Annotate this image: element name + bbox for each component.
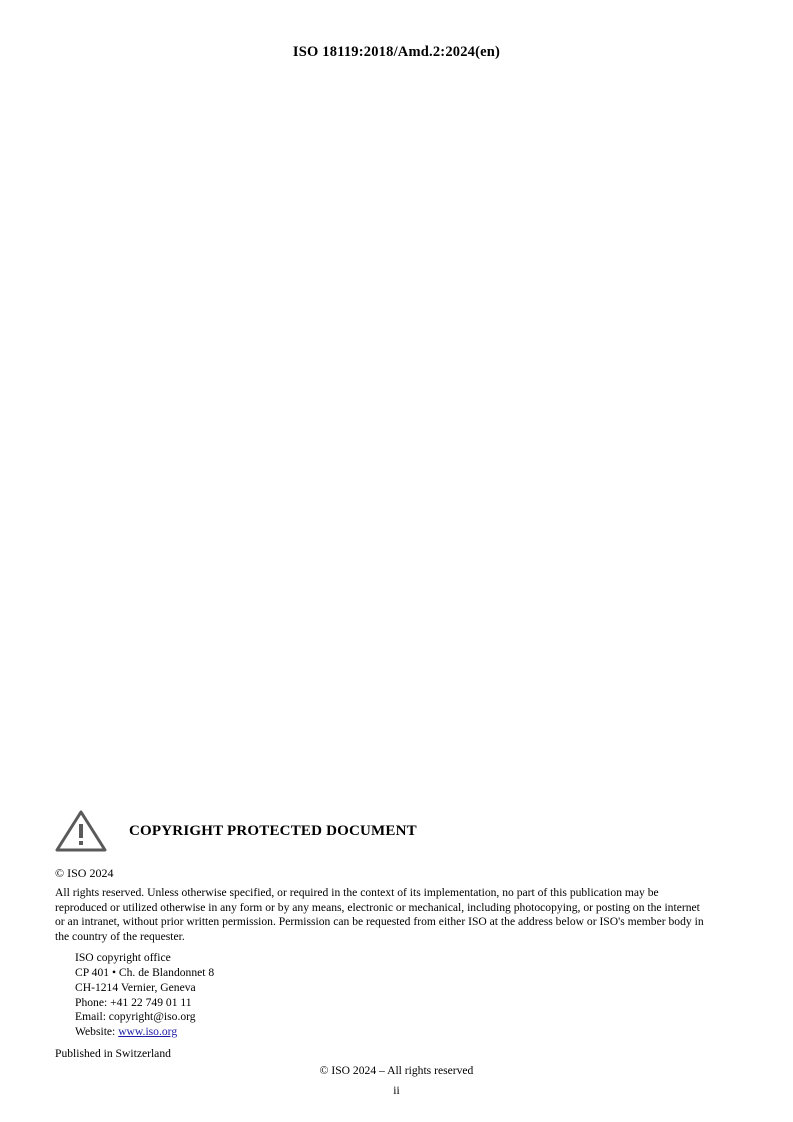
published-in: Published in Switzerland: [55, 1046, 171, 1060]
page-number: ii: [393, 1084, 400, 1097]
address-street: CP 401 • Ch. de Blandonnet 8: [75, 966, 215, 980]
address-city: CH-1214 Vernier, Geneva: [75, 980, 196, 994]
address-email: Email: copyright@iso.org: [75, 1010, 196, 1024]
footer-rights: © ISO 2024 – All rights reserved: [319, 1064, 474, 1077]
website-link[interactable]: www.iso.org: [118, 1024, 178, 1038]
copyright-address: [75, 951, 711, 1039]
copyright-notice: All rights reserved. Unless otherwise specified, or required in the context of its implementation, no part of this publication may be reproduced or utilized otherwise in any form or by any means, electronic or mechanical, including photocopying, or posting on the internet or an intranet, without prior written permission. Permission can be requested from either ISO at the address below or ISO's member body in the country of the requester.: [55, 886, 704, 943]
copyright-title-row: [55, 808, 711, 854]
address-phone: Phone: +41 22 749 01 11: [75, 995, 192, 1009]
warning-triangle-icon: [55, 809, 107, 853]
copyright-block: [55, 808, 711, 1060]
address-website: [75, 1025, 711, 1040]
address-office: ISO copyright office: [75, 951, 171, 965]
website-label: Website:: [75, 1024, 119, 1038]
copyright-title: COPYRIGHT PROTECTED DOCUMENT: [129, 822, 417, 839]
copyright-year: © ISO 2024: [55, 866, 114, 880]
page-title: ISO 18119:2018/Amd.2:2024(en): [292, 44, 501, 60]
